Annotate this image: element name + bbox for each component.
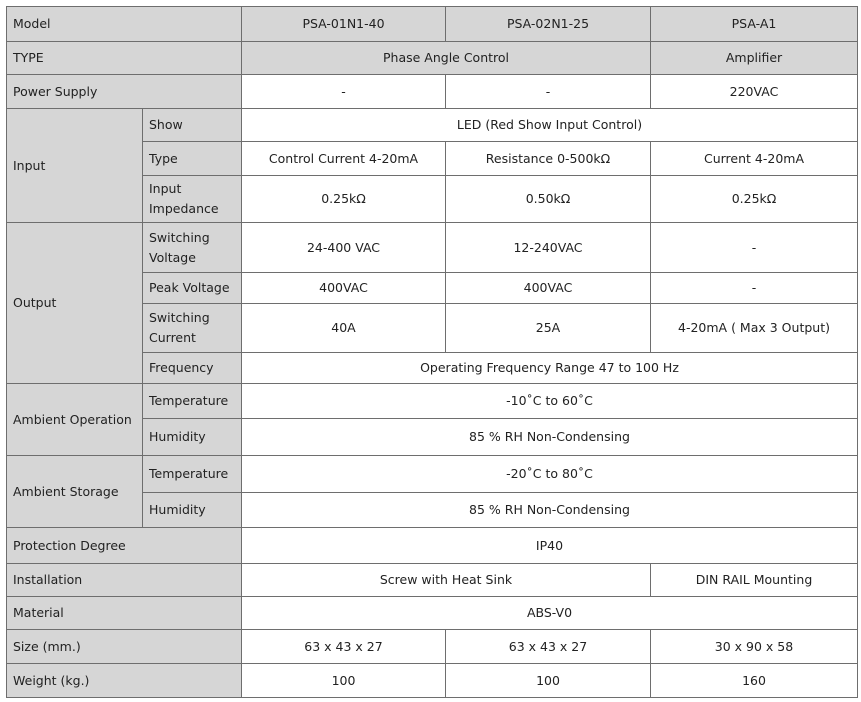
weight-value: 100 bbox=[242, 664, 446, 698]
power-supply-value: 220VAC bbox=[651, 75, 858, 109]
storage-temperature-label: Temperature bbox=[143, 456, 242, 493]
size-label: Size (mm.) bbox=[7, 630, 242, 664]
ambient-operation-label: Ambient Operation bbox=[7, 384, 143, 456]
switching-voltage-value: - bbox=[651, 223, 858, 273]
power-supply-value: - bbox=[446, 75, 651, 109]
ambient-storage-label: Ambient Storage bbox=[7, 456, 143, 528]
spec-table bbox=[6, 6, 858, 698]
material-label: Material bbox=[7, 597, 242, 630]
input-show-row bbox=[7, 109, 858, 142]
peak-voltage-value: 400VAC bbox=[446, 273, 651, 304]
input-type-value: Control Current 4-20mA bbox=[242, 142, 446, 176]
power-supply-label: Power Supply bbox=[7, 75, 242, 109]
weight-value: 160 bbox=[651, 664, 858, 698]
switching-voltage-row bbox=[7, 223, 858, 273]
input-type-value: Current 4-20mA bbox=[651, 142, 858, 176]
frequency-value: Operating Frequency Range 47 to 100 Hz bbox=[242, 353, 858, 384]
output-group-label: Output bbox=[7, 223, 143, 384]
storage-humidity-label: Humidity bbox=[143, 493, 242, 528]
input-type-label: Type bbox=[143, 142, 242, 176]
header-row bbox=[7, 7, 858, 42]
model-header: PSA-02N1-25 bbox=[446, 7, 651, 42]
show-label: Show bbox=[143, 109, 242, 142]
type-phase-angle: Phase Angle Control bbox=[242, 42, 651, 75]
operation-humidity-value: 85 % RH Non-Condensing bbox=[242, 419, 858, 456]
switching-current-value: 25A bbox=[446, 304, 651, 353]
operation-temperature-row bbox=[7, 384, 858, 419]
peak-voltage-label: Peak Voltage bbox=[143, 273, 242, 304]
storage-temperature-value: -20˚C to 80˚C bbox=[242, 456, 858, 493]
installation-heat-sink: Screw with Heat Sink bbox=[242, 564, 651, 597]
storage-humidity-value: 85 % RH Non-Condensing bbox=[242, 493, 858, 528]
storage-temperature-row bbox=[7, 456, 858, 493]
installation-din-rail: DIN RAIL Mounting bbox=[651, 564, 858, 597]
switching-current-label-line1: Switching bbox=[149, 310, 210, 325]
input-impedance-value: 0.25kΩ bbox=[651, 176, 858, 223]
type-row bbox=[7, 42, 858, 75]
switching-voltage-label-line2: Voltage bbox=[149, 249, 196, 265]
input-group-label: Input bbox=[7, 109, 143, 223]
size-value: 63 x 43 x 27 bbox=[242, 630, 446, 664]
switching-current-value: 40A bbox=[242, 304, 446, 353]
input-impedance-value: 0.50kΩ bbox=[446, 176, 651, 223]
switching-voltage-value: 12-240VAC bbox=[446, 223, 651, 273]
power-supply-row bbox=[7, 75, 858, 109]
material-value: ABS-V0 bbox=[242, 597, 858, 630]
installation-label: Installation bbox=[7, 564, 242, 597]
protection-value: IP40 bbox=[242, 528, 858, 564]
model-header: PSA-01N1-40 bbox=[242, 7, 446, 42]
size-value: 30 x 90 x 58 bbox=[651, 630, 858, 664]
type-label: TYPE bbox=[7, 42, 242, 75]
show-value: LED (Red Show Input Control) bbox=[242, 109, 858, 142]
weight-label: Weight (kg.) bbox=[7, 664, 242, 698]
switching-voltage-label bbox=[143, 223, 242, 273]
model-header: PSA-A1 bbox=[651, 7, 858, 42]
switching-current-label bbox=[143, 304, 242, 353]
operation-temperature-label: Temperature bbox=[143, 384, 242, 419]
input-impedance-label-line1: Input bbox=[149, 181, 182, 196]
header-label: Model bbox=[7, 7, 242, 42]
size-row bbox=[7, 630, 858, 664]
input-impedance-label bbox=[143, 176, 242, 223]
input-impedance-label-line2: Impedance bbox=[149, 201, 219, 216]
switching-voltage-value: 24-400 VAC bbox=[242, 223, 446, 273]
weight-row bbox=[7, 664, 858, 698]
installation-row bbox=[7, 564, 858, 597]
power-supply-value: - bbox=[242, 75, 446, 109]
peak-voltage-value: - bbox=[651, 273, 858, 304]
weight-value: 100 bbox=[446, 664, 651, 698]
input-impedance-value: 0.25kΩ bbox=[242, 176, 446, 223]
material-row bbox=[7, 597, 858, 630]
protection-row bbox=[7, 528, 858, 564]
operation-temperature-value: -10˚C to 60˚C bbox=[242, 384, 858, 419]
type-amplifier: Amplifier bbox=[651, 42, 858, 75]
switching-voltage-label-line1: Switching bbox=[149, 229, 210, 245]
switching-current-label-line2: Current bbox=[149, 330, 196, 345]
switching-current-value: 4-20mA ( Max 3 Output) bbox=[651, 304, 858, 353]
input-type-value: Resistance 0-500kΩ bbox=[446, 142, 651, 176]
peak-voltage-value: 400VAC bbox=[242, 273, 446, 304]
size-value: 63 x 43 x 27 bbox=[446, 630, 651, 664]
protection-label: Protection Degree bbox=[7, 528, 242, 564]
operation-humidity-label: Humidity bbox=[143, 419, 242, 456]
frequency-label: Frequency bbox=[143, 353, 242, 384]
